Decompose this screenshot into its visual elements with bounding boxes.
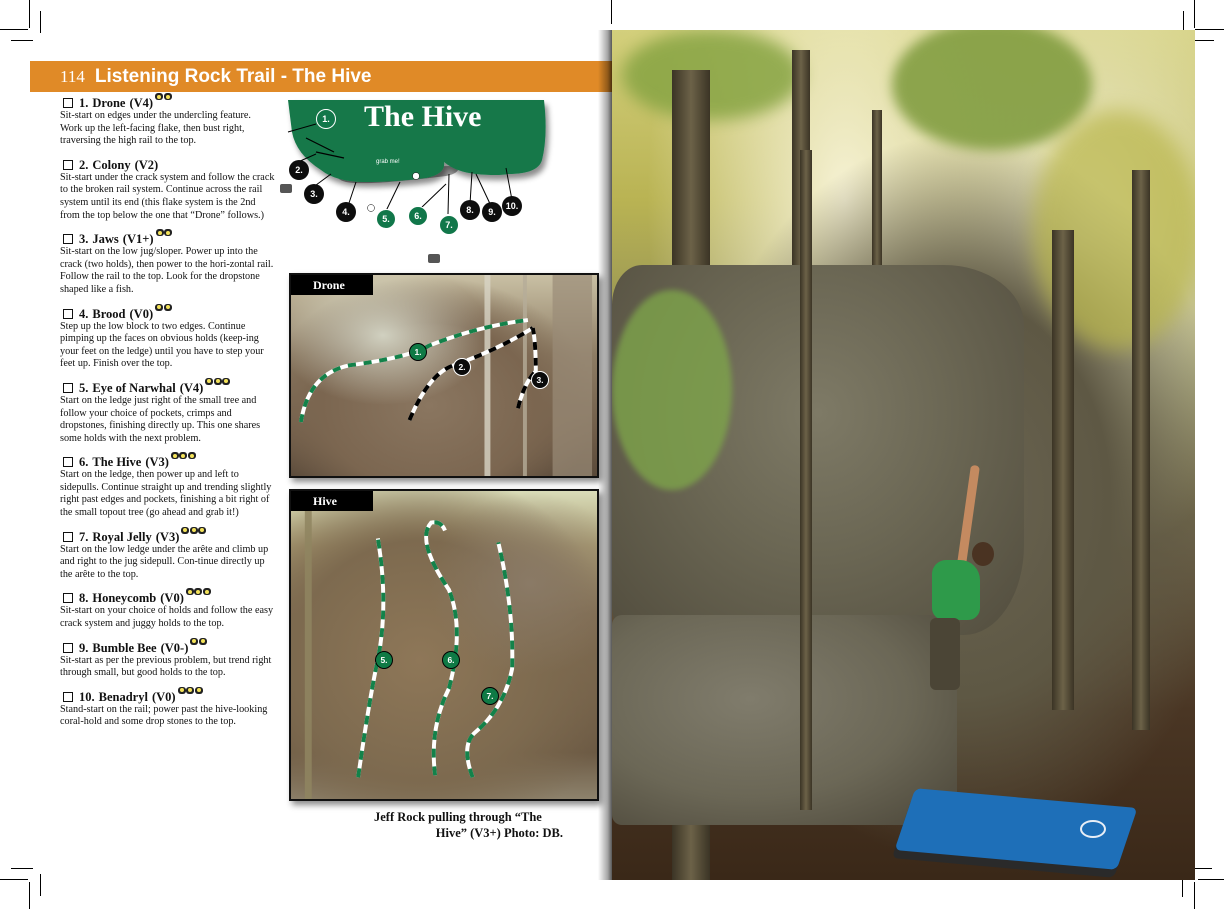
problem-name: Honeycomb (92, 591, 157, 606)
page-number: 114 (60, 66, 85, 86)
problem-item (60, 232, 275, 296)
tree-trunk (1052, 230, 1074, 710)
problem-number: 2. (79, 157, 89, 172)
star-rating (205, 378, 231, 385)
crop-mark (11, 40, 33, 41)
map-marker-6: 6. (408, 206, 428, 226)
star-icon (214, 378, 222, 385)
map-marker-2: 2. (289, 160, 309, 180)
problem-item (60, 690, 275, 729)
crop-mark (1194, 882, 1195, 909)
star-rating (178, 687, 204, 694)
panel-label-hive: Hive (291, 491, 373, 511)
foliage (612, 290, 732, 490)
map-marker-8: 8. (460, 200, 480, 220)
star-icon (222, 378, 230, 385)
tree-trunk (872, 110, 882, 290)
problem-item (60, 96, 275, 148)
boulder-base (612, 615, 957, 825)
route-marker-7: 7. (481, 687, 499, 705)
caption-line-1: Jeff Rock pulling through “The (374, 810, 542, 824)
problem-name: Jaws (92, 232, 119, 247)
problem-grade: (V3) (145, 455, 169, 470)
problem-description: Sit-start as per the previous problem, but trend right through small, but good holds to the top. (60, 654, 272, 679)
problem-heading (60, 158, 275, 172)
problem-description: Sit-start on your choice of holds and follow the easy crack system and juggy holds to the top. (60, 605, 274, 630)
star-icon (181, 527, 189, 534)
star-icon (194, 588, 202, 595)
crop-mark (40, 874, 41, 896)
star-rating (156, 229, 173, 236)
problem-name: Royal Jelly (92, 529, 152, 544)
tick-checkbox[interactable] (63, 643, 73, 653)
problem-heading (60, 530, 275, 544)
problem-grade: (V1+) (122, 232, 154, 247)
star-icon (156, 229, 164, 236)
crop-mark (0, 879, 28, 880)
problem-number: 10. (79, 689, 95, 704)
problem-description: Sit-start on edges under the undercling feature. Work up the left-facing flake, then bust right, traversing the high rail to the top. (60, 110, 251, 147)
star-icon (155, 93, 163, 100)
star-icon (198, 527, 206, 534)
photo-caption (370, 809, 565, 841)
star-icon (190, 527, 198, 534)
star-rating (186, 588, 212, 595)
map-marker-5: 5. (376, 209, 396, 229)
problem-number: 3. (79, 232, 89, 247)
tick-checkbox[interactable] (63, 309, 73, 319)
problem-name: The Hive (92, 455, 142, 470)
problem-item (60, 455, 275, 519)
problem-description: Start on the ledge, then power up and left to sidepulls. Continue straight up and trending slightly right past edges and pockets, finishing a bit right of the small topout tree (go ahead and grab it!) (60, 469, 272, 519)
problem-number: 4. (79, 306, 89, 321)
problem-grade: (V0) (151, 689, 176, 704)
map-marker-1: 1. (316, 109, 336, 129)
route-marker-5: 5. (375, 651, 393, 669)
route-lines-icon (291, 491, 597, 799)
problem-number: 7. (79, 529, 89, 544)
route-marker-1: 1. (409, 343, 427, 361)
page-header (30, 61, 612, 92)
star-icon (178, 687, 186, 694)
crop-mark (11, 868, 33, 869)
problem-item (60, 381, 275, 445)
caption-line-2: Hive” (V3+) Photo: DB. (435, 826, 563, 840)
star-icon (171, 452, 179, 459)
problem-description: Sit-start on the low jug/sloper. Power up into the crack (two holds), then power to the hori-zontal rail. Follow the rail to the top. Look for the dropstone shaped like a fish. (60, 246, 274, 295)
climber-legs (930, 618, 960, 690)
problem-heading (60, 690, 275, 704)
main-climbing-photo (612, 30, 1195, 880)
tick-checkbox[interactable] (63, 383, 73, 393)
star-icon (199, 638, 207, 645)
crop-mark (611, 0, 612, 24)
problem-description: Stand-start on the rail; power past the hive-looking coral-hold and some drop stones to the top. (60, 703, 268, 728)
problem-item (60, 591, 275, 630)
star-icon (179, 452, 187, 459)
drone-topo-photo (289, 273, 599, 478)
problem-description: Start on the ledge just right of the small tree and follow your choice of pockets, crimps and dropstones, finishing directly up. This one shares some holds with the next problem. (60, 394, 261, 444)
map-marker-3: 3. (304, 184, 324, 204)
star-icon (164, 93, 172, 100)
problem-heading (60, 307, 275, 321)
page-title: Listening Rock Trail - The Hive (94, 65, 372, 87)
problem-grade: (V4) (129, 96, 154, 110)
crop-mark (29, 882, 30, 909)
crop-mark (1195, 29, 1224, 30)
tick-checkbox[interactable] (63, 234, 73, 244)
tree-trunk (800, 150, 812, 810)
problem-heading (60, 96, 275, 110)
problem-number: 5. (79, 380, 89, 395)
star-icon (186, 687, 194, 694)
route-marker-6: 6. (442, 651, 460, 669)
problem-heading (60, 381, 275, 395)
problem-heading (60, 455, 275, 469)
problem-name: Colony (92, 157, 131, 172)
grab-me-annotation: grab me! (376, 159, 400, 165)
problem-description: Step up the low block to two edges. Continue pimping up the faces on obvious holds (keep-ing your feet on the ledge) until you have to step your feet up. Finish over the top. (60, 320, 264, 370)
boulder-map (276, 96, 576, 274)
tick-checkbox[interactable] (63, 692, 73, 702)
problem-number: 9. (79, 640, 89, 655)
star-icon (164, 304, 172, 311)
problem-grade: (V0-) (160, 640, 189, 655)
star-icon (205, 378, 213, 385)
problem-grade: (V4) (179, 380, 204, 395)
crash-pad-logo-icon (1080, 820, 1106, 838)
map-marker-4: 4. (336, 202, 356, 222)
crop-mark (1192, 868, 1212, 869)
hive-topo-photo (289, 489, 599, 801)
tick-checkbox[interactable] (63, 98, 73, 108)
foliage (892, 30, 1092, 150)
tree-trunk (1132, 170, 1150, 730)
foliage (622, 30, 802, 120)
problem-item (60, 158, 275, 222)
problem-name: Bumble Bee (92, 640, 157, 655)
tick-checkbox[interactable] (63, 532, 73, 542)
tick-checkbox[interactable] (63, 593, 73, 603)
problem-name: Eye of Narwhal (92, 380, 176, 395)
star-icon (164, 229, 172, 236)
star-icon (195, 687, 203, 694)
problem-number: 6. (79, 455, 89, 470)
problem-name: Benadryl (98, 689, 148, 704)
star-rating (190, 638, 207, 645)
map-marker-10: 10. (502, 196, 522, 216)
problem-heading (60, 641, 275, 655)
climber-head (972, 542, 994, 566)
star-icon (188, 452, 196, 459)
map-marker-9: 9. (482, 202, 502, 222)
problem-grade: (V3) (155, 529, 180, 544)
problem-heading (60, 232, 275, 246)
problem-number: 1. (79, 96, 89, 110)
crop-mark (40, 11, 41, 33)
crop-mark (0, 29, 28, 30)
problem-number: 8. (79, 591, 89, 606)
map-marker-7: 7. (439, 215, 459, 235)
problem-heading (60, 591, 275, 605)
star-icon (190, 638, 198, 645)
crop-mark (1198, 879, 1224, 880)
problem-name: Brood (92, 306, 126, 321)
star-icon (186, 588, 194, 595)
panel-label-drone: Drone (291, 275, 373, 295)
crop-mark (29, 0, 30, 28)
crop-mark (1194, 40, 1214, 41)
tick-checkbox[interactable] (63, 160, 73, 170)
tick-checkbox[interactable] (63, 457, 73, 467)
route-marker-3: 3. (531, 371, 549, 389)
map-title: The Hive (364, 100, 482, 133)
crop-mark (1194, 0, 1195, 28)
star-rating (181, 527, 207, 534)
star-icon (203, 588, 211, 595)
problem-item (60, 530, 275, 582)
problem-description: Sit-start under the crack system and follow the crack to the broken rail system. Continue across the rail system until its end (this flake system is the 2nd from the top below the one that “Drone” follows.) (60, 171, 275, 221)
problem-grade: (V0) (129, 306, 154, 321)
star-rating (171, 452, 197, 459)
problem-grade: (V2) (134, 157, 159, 172)
climber (932, 560, 980, 620)
problem-item (60, 307, 275, 371)
problem-item (60, 641, 275, 680)
route-lines-icon (291, 275, 597, 476)
problem-name: Drone (92, 96, 126, 110)
star-rating (155, 304, 172, 311)
problem-description: Start on the low ledge under the arête and climb up and right to the jug sidepull. Con-tinue directly up the arête to the top. (60, 543, 269, 580)
star-icon (155, 304, 163, 311)
problem-grade: (V0) (160, 591, 184, 606)
route-marker-2: 2. (453, 358, 471, 376)
problem-list (60, 96, 275, 739)
star-rating (155, 93, 172, 100)
